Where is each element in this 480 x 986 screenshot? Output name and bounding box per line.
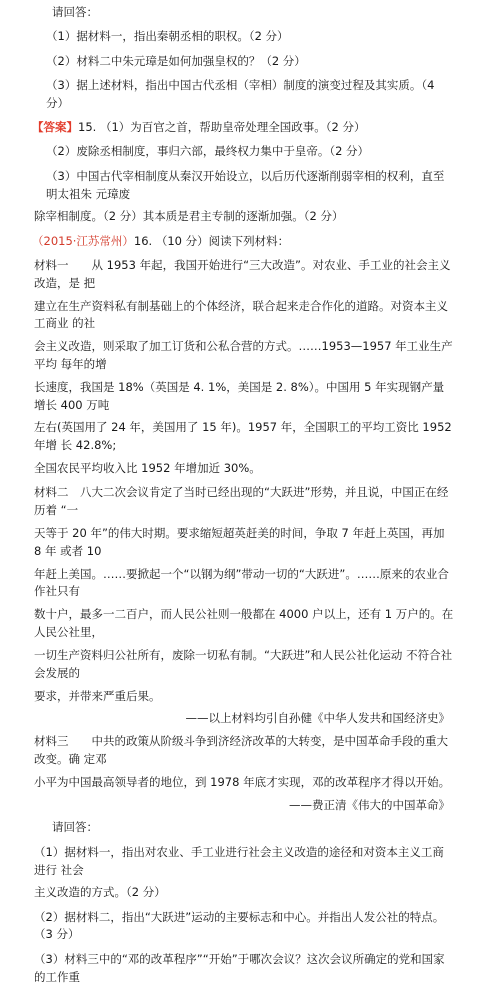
material-2-line: 数十户，最多一二百户，而人民公社则一般都在 4000 户以上，还有 1 万户的。在人民公社里， — [34, 607, 454, 640]
material-2-line: 一切生产资料归公社所有，废除一切私有制。“大跃进”和人民公社化运动 不符合社会发展的 — [34, 647, 453, 680]
material-2-line: 材料二 八大二次会议肯定了当时已经出现的“大跃进”形势，并且说，中国正在经历着 “一 — [34, 485, 449, 518]
material-3-line: 小平为中国最高领导者的地位，到 1978 年底才实现，邓的改革程序才得以开始。 — [34, 774, 451, 789]
answer-line-2: （2）废除丞相制度，事归六部，最终权力集中于皇帝。（2 分） — [46, 144, 370, 159]
material-3 — [34, 733, 454, 814]
material-3-source: ——费正清《伟大的中国革命》 — [289, 797, 450, 812]
q16-source: （2015·江苏常州） — [32, 233, 134, 248]
material-2-source: ——以上材料均引自孙健《中华人发共和国经济史》 — [185, 711, 450, 726]
q15-item-3: （3）据上述材料，指出中国古代丞相（宰相）制度的演变过程及其实质。（4 分） — [46, 77, 435, 110]
answer-line-3: （3）中国古代宰相制度从秦汉开始设立，以后历代逐渐削弱宰相的权利，直至明太祖朱 元璋废 — [46, 168, 445, 201]
q16-prompt: 请回答： — [52, 820, 98, 835]
material-1-line: 左右(英国用了 24 年，美国用了 15 年)。1957 年，全国职工的平均工资比 1952 年增 长 42.8%; — [34, 420, 452, 453]
material-2-line: 天等于 20 年”的伟大时期。要求缩短超英赶美的时间，争取 7 年赶上英国，再加 8 年 或者 10 — [34, 526, 445, 558]
q16-header: 16. （10 分）阅读下列材料： — [133, 233, 290, 248]
material-1 — [34, 257, 454, 478]
material-2-line: 要求，并带来严重后果。 — [34, 688, 161, 703]
q15-item-1: （1）据材料一，指出秦朝丞相的职权。（2 分） — [46, 29, 289, 44]
material-1-line: 材料一 从 1953 年起，我国开始进行“三大改造”。对农业、手工业的社会主义改造，是 把 — [34, 257, 451, 290]
q16-header-line — [32, 233, 454, 251]
material-3-line: 材料三 中共的政策从阶级斗争到济经济改革的大转变，是中国革命手段的重大改变。确 定邓 — [34, 734, 448, 766]
q15-item-2: （2）材料二中朱元璋是如何加强皇权的？（2 分） — [46, 53, 306, 68]
q15-prompt: 请回答： — [52, 5, 98, 19]
q16-item-3: （3）材料三中的“邓的改革程序”“开始”于哪次会议？这次会议所确定的党和国家的工作重 — [34, 951, 445, 984]
q16-item-1b: 主义改造的方式。（2 分） — [34, 885, 166, 900]
answer-tag: 【答案】 — [32, 120, 78, 135]
q16-item-1a: （1）据材料一，指出对农业、手工业进行社会主义改造的途径和对资本主义工商进行 社会 — [34, 844, 444, 877]
material-2 — [34, 484, 454, 728]
q16-item-2: （2）据材料二，指出“大跃进”运动的主要标志和中心。并指出人发公社的特点。（3 分） — [34, 909, 445, 942]
material-1-line: 建立在生产资料私有制基础上的个体经济，联合起来走合作化的道路。对资本主义工商业 的社 — [34, 298, 448, 331]
answer-text-1: 15. （1）为百官之首，帮助皇帝处理全国政事。（2 分） — [78, 120, 366, 135]
answer-line-1 — [32, 119, 454, 137]
material-1-line: 会主义改造，则采取了加工订货和公私合营的方式。……1953—1957 年工业生产平均 每年的增 — [34, 339, 453, 371]
material-1-line: 长速度，我国是 18%（英国是 4. 1%，美国是 2. 8%）。中国用 5 年实现钢产量增长 400 万吨 — [34, 379, 445, 412]
material-2-line: 年赶上美国。……要掀起一个“以钢为纲”带动一切的“大跃进”。……原来的农业合作社只有 — [34, 566, 449, 599]
answer-line-4: 除宰相制度。（2 分）其本质是君主专制的逐渐加强。（2 分） — [34, 209, 344, 224]
material-1-line: 全国农民平均收入比 1952 年增加近 30%。 — [34, 461, 261, 476]
